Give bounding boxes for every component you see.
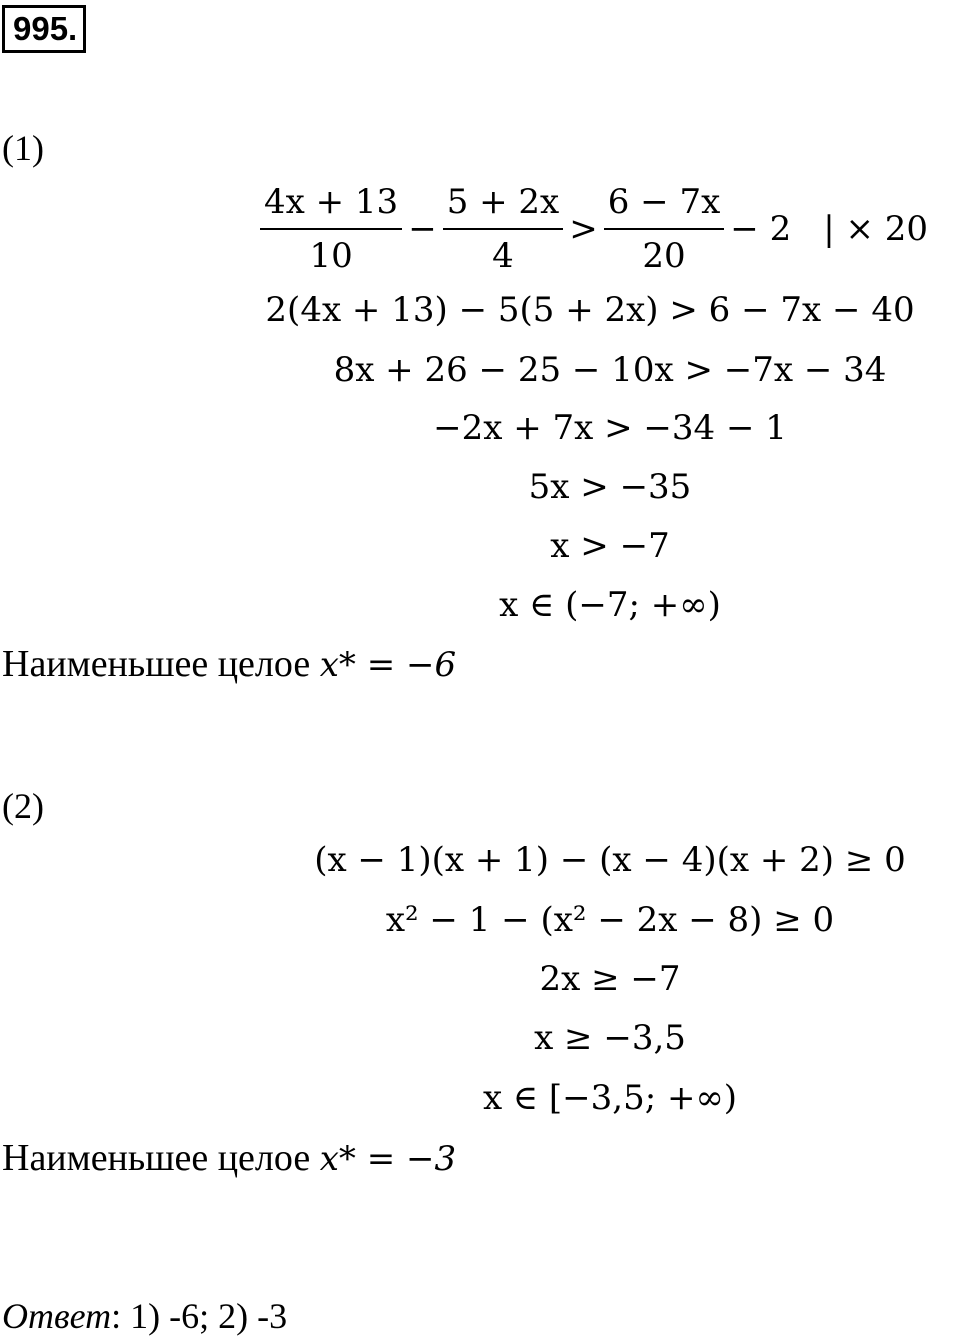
fraction-3 <box>604 182 725 276</box>
fraction-3-numerator: 6 − 7x <box>604 182 725 230</box>
part1-step-1: 2(4x + 13) − 5(5 + 2x) > 6 − 7x − 40 <box>265 290 915 330</box>
part1-step-5: x > −7 <box>550 526 670 566</box>
part1-conclusion-text: Наименьшее целое <box>2 643 320 685</box>
part1-step-4: 5x > −35 <box>528 467 692 507</box>
fraction-2-numerator: 5 + 2x <box>443 182 564 230</box>
fraction-2 <box>443 182 564 276</box>
fraction-3-denominator: 20 <box>642 236 686 276</box>
answer-line <box>2 1296 287 1336</box>
part2-conclusion-math: x* = −3 <box>319 1139 457 1179</box>
tail-term: − 2 <box>730 209 792 249</box>
greater-operator: > <box>569 209 598 249</box>
fraction-1-denominator: 10 <box>309 236 353 276</box>
part2-step-1: (x − 1)(x + 1) − (x − 4)(x + 2) ≥ 0 <box>314 840 906 880</box>
part1-step-3: −2x + 7x > −34 − 1 <box>433 408 787 448</box>
part2-step-2: x² − 1 − (x² − 2x − 8) ≥ 0 <box>385 900 835 940</box>
part2-conclusion <box>2 1136 456 1181</box>
problem-number: 995. <box>2 5 86 53</box>
part1-conclusion <box>2 642 456 687</box>
fraction-1 <box>260 182 402 276</box>
answer-label: Ответ <box>2 1296 112 1336</box>
part2-conclusion-text: Наименьшее целое <box>2 1137 320 1179</box>
multiplier-note: | × 20 <box>823 209 929 249</box>
part2-interval: x ∈ [−3,5; +∞) <box>482 1078 738 1118</box>
fraction-inequality <box>258 174 928 284</box>
part1-step-2: 8x + 26 − 25 − 10x > −7x − 34 <box>333 350 887 390</box>
part1-conclusion-math: x* = −6 <box>319 645 457 685</box>
fraction-1-numerator: 4x + 13 <box>260 182 402 230</box>
answer-text: : 1) -6; 2) -3 <box>111 1296 288 1336</box>
part2-step-4: x ≥ −3,5 <box>534 1018 686 1058</box>
part1-interval: x ∈ (−7; +∞) <box>499 585 721 625</box>
fraction-2-denominator: 4 <box>492 236 514 276</box>
part1-label: (1) <box>2 128 44 168</box>
minus-operator: − <box>408 209 437 249</box>
part2-step-3: 2x ≥ −7 <box>539 959 681 999</box>
part2-label: (2) <box>2 786 44 826</box>
